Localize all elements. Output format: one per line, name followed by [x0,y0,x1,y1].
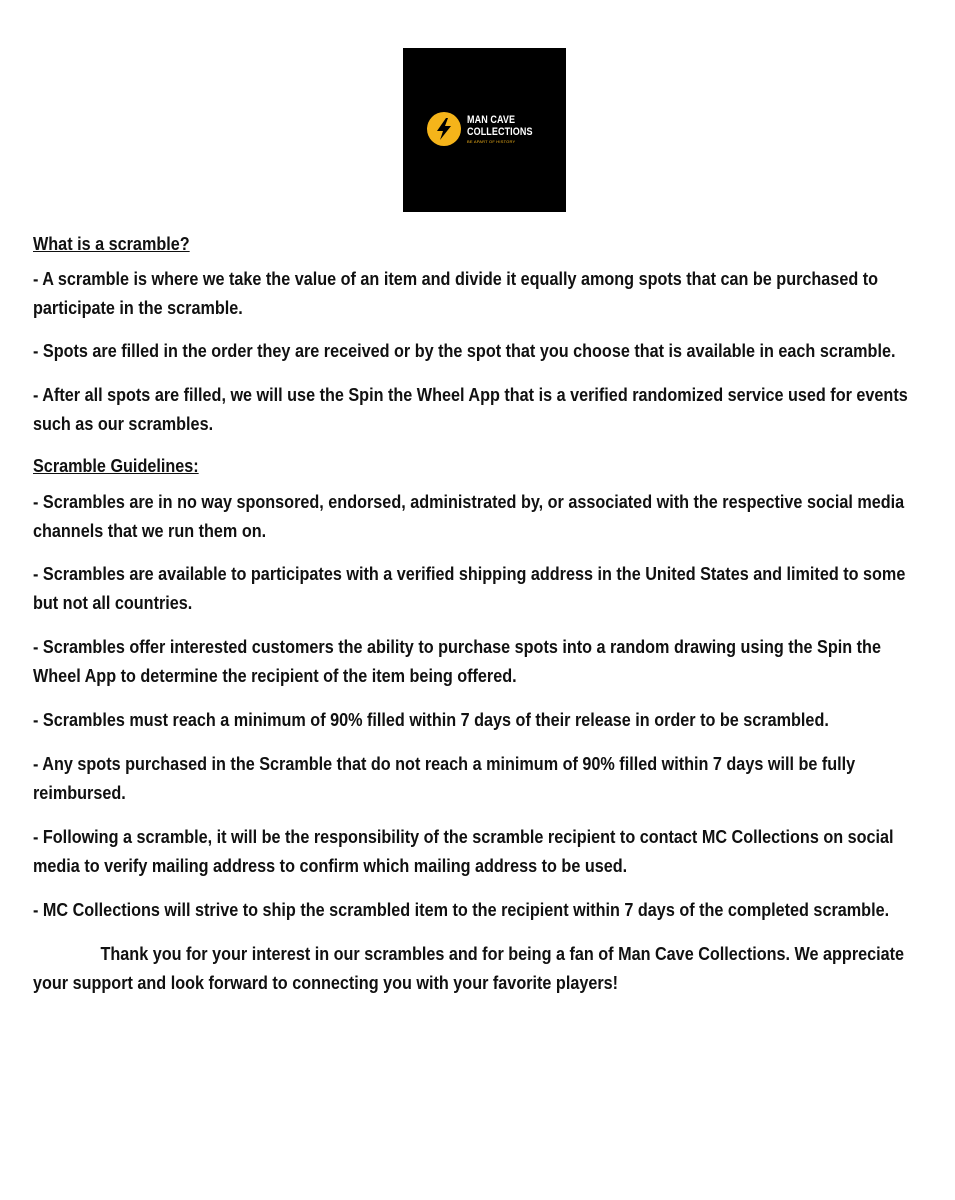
guideline-minimum-fill: - Scrambles must reach a minimum of 90% filled within 7 days of their release in order to be scrambled. [33,710,829,730]
lightning-bolt-glyph [431,116,457,142]
section-heading-guidelines: Scramble Guidelines: [33,456,199,476]
logo-brand-line1: MAN CAVE [467,113,516,126]
paragraph-spots-order: - Spots are filled in the order they are received or by the spot that you choose that is available in each scramble. [33,341,896,361]
guideline-contact: - Following a scramble, it will be the responsibility of the scramble recipient to contact MC Collections on social media to verify mailing address to confirm which mailing address to be used. [33,827,894,876]
logo-wordmark [467,115,547,144]
logo-tagline: BE APART OF HISTORY [467,138,516,144]
document-body [33,230,933,998]
guideline-eligibility: - Scrambles are available to participates with a verified shipping address in the United States and limited to some but not all countries. [33,564,906,613]
brand-logo [403,48,566,212]
lightning-bolt-icon [427,112,461,146]
paragraph-spin-wheel: - After all spots are filled, we will use the Spin the Wheel App that is a verified randomized service used for events such as our scrambles. [33,385,908,434]
logo-content [427,112,547,146]
closing-message: Thank you for your interest in our scrambles and for being a fan of Man Cave Collections. We appreciate your support and look forward to connecting you with your favorite players! [33,944,905,993]
guideline-shipping: - MC Collections will strive to ship the scrambled item to the recipient within 7 days of the completed scramble. [33,900,890,920]
guideline-reimbursement: - Any spots purchased in the Scramble that do not reach a minimum of 90% filled within 7 days will be fully reimbursed. [33,754,856,803]
guideline-not-sponsored: - Scrambles are in no way sponsored, endorsed, administrated by, or associated with the respective social media channels that we run them on. [33,492,905,541]
paragraph-definition: - A scramble is where we take the value of an item and divide it equally among spots that can be purchased to participate in the scramble. [33,269,879,318]
section-heading-what-is: What is a scramble? [33,234,190,254]
logo-brand-line2: COLLECTIONS [467,125,533,138]
guideline-random-drawing: - Scrambles offer interested customers the ability to purchase spots into a random drawing using the Spin the Wheel App to determine the recipient of the item being offered. [33,637,881,686]
